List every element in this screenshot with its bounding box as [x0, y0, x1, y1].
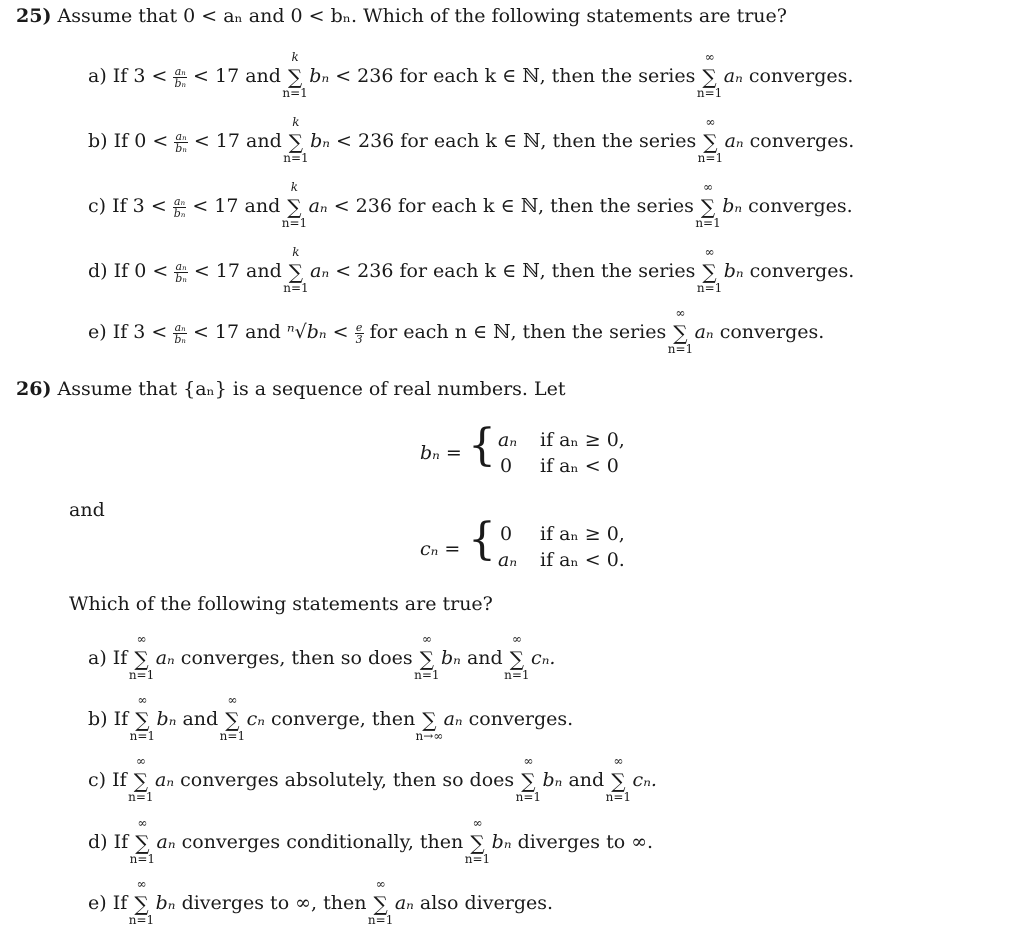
and-text: and — [69, 499, 105, 521]
sum-symbol: ∞ ∑ n=1 — [697, 115, 724, 165]
case-condition: if aₙ < 0 — [540, 455, 619, 477]
option-text: converges. — [748, 65, 854, 87]
q26-number: 26) — [16, 378, 52, 400]
option-text: If 3 < — [112, 65, 168, 87]
case-value: aₙ — [498, 429, 518, 451]
q26-option-b — [88, 693, 574, 743]
option-text: and — [466, 647, 503, 669]
option-text: If 3 < — [112, 195, 167, 217]
series-term: cₙ. — [632, 769, 657, 791]
option-text: < 236 for each k ∈ ℕ, then the series — [335, 65, 696, 87]
case-condition: if aₙ ≥ 0, — [540, 523, 625, 545]
option-text: also diverges. — [419, 892, 554, 914]
q25-option-e — [88, 306, 825, 356]
sum-symbol: ∞ ∑ n=1 — [128, 754, 154, 804]
series-term: bₙ — [542, 769, 563, 791]
sum-symbol: ∞ ∑ n=1 — [515, 754, 542, 804]
q26-option-a — [88, 632, 556, 682]
q25-stem: Assume that 0 < aₙ and 0 < bₙ. Which of the following statements are true? — [57, 5, 787, 27]
sum-symbol: ∞ ∑ n=1 — [128, 632, 155, 682]
option-text: < 236 for each k ∈ ℕ, then the series — [336, 130, 697, 152]
option-text: If — [112, 647, 128, 669]
option-text: diverges to ∞, then — [181, 892, 367, 914]
series-term: bₙ — [491, 831, 512, 853]
case-condition: if aₙ ≥ 0, — [540, 429, 625, 451]
sum-symbol: k ∑ n=1 — [282, 50, 308, 100]
option-text: converges. — [748, 195, 853, 217]
sum-symbol: ∞ ∑ n=1 — [696, 245, 723, 295]
series-term: bₙ — [723, 260, 744, 282]
option-text: If 0 < — [113, 260, 169, 282]
option-text: converges. — [468, 708, 574, 730]
sum-symbol: ∞ ∑ n=1 — [504, 632, 530, 682]
q25-stem-line — [16, 7, 787, 26]
sum-symbol: ∞ ∑ n=1 — [605, 754, 632, 804]
sum-symbol: ∞ ∑ n=1 — [129, 816, 156, 866]
sum-symbol: k ∑ n=1 — [281, 180, 308, 230]
option-text: converges absolutely, then so does — [180, 769, 515, 791]
b-definition — [420, 420, 680, 480]
option-text: < 236 for each k ∈ ℕ, then the series — [333, 195, 694, 217]
option-text: If 0 < — [113, 130, 169, 152]
option-text: converges conditionally, then — [181, 831, 464, 853]
series-term: aₙ — [155, 769, 175, 791]
left-brace-icon: { — [468, 514, 496, 565]
option-text: converge, then — [270, 708, 416, 730]
c-lhs: cₙ = — [420, 538, 461, 560]
sum-symbol: ∞ ∑ n=1 — [695, 180, 721, 230]
option-text: and — [568, 769, 605, 791]
root-expression: ⁿ√bₙ — [286, 321, 327, 343]
option-label: d) — [88, 831, 108, 853]
sum-symbol: ∑ n→∞ — [415, 708, 444, 743]
sum-symbol: ∞ ∑ n=1 — [128, 877, 155, 927]
option-text: converges, then so does — [180, 647, 413, 669]
series-term: aₙ — [723, 65, 743, 87]
series-term: cₙ — [246, 708, 265, 730]
option-label: e) — [88, 321, 107, 343]
option-text: < 17 and — [193, 260, 282, 282]
series-term: aₙ — [394, 892, 414, 914]
ratio-fraction: $\frac{\text{aₙ}}{\text{bₙ}}$ — [174, 321, 186, 346]
q25-option-b — [88, 115, 855, 165]
ratio-fraction: $\frac{\text{aₙ}}{\text{bₙ}}$ — [174, 65, 186, 90]
series-term: bₙ — [722, 195, 743, 217]
option-text: < — [332, 321, 349, 343]
series-term: aₙ — [156, 831, 176, 853]
series-term: aₙ — [694, 321, 714, 343]
case-value: 0 — [500, 455, 513, 477]
series-term: bₙ — [155, 892, 176, 914]
sum-symbol: k ∑ n=1 — [283, 115, 309, 165]
q26-which: Which of the following statements are true? — [69, 593, 493, 615]
q25-option-c — [88, 180, 853, 230]
option-label: c) — [88, 769, 107, 791]
option-text: converges. — [749, 130, 855, 152]
series-term: bₙ — [441, 647, 461, 669]
sum-symbol: ∞ ∑ n=1 — [129, 693, 156, 743]
b-lhs: bₙ = — [420, 442, 462, 464]
option-text: < 17 and — [192, 195, 281, 217]
option-label: b) — [88, 130, 108, 152]
series-term: aₙ — [724, 130, 744, 152]
option-text: If — [113, 831, 129, 853]
series-term: cₙ. — [531, 647, 556, 669]
case-condition: if aₙ < 0. — [540, 549, 625, 571]
q25-option-d — [88, 245, 855, 295]
c-definition — [420, 514, 680, 574]
option-text: If — [113, 708, 129, 730]
option-text: diverges to ∞. — [517, 831, 654, 853]
q26-option-e — [88, 877, 554, 927]
left-brace-icon: { — [468, 420, 496, 471]
condition-term: bₙ — [310, 130, 330, 152]
q26-stem-line — [16, 380, 566, 399]
sum-symbol: ∞ ∑ n=1 — [219, 693, 246, 743]
option-text: and — [182, 708, 219, 730]
option-text: converges. — [719, 321, 825, 343]
e-over-3-fraction: $\frac{e}{3}$ — [355, 321, 363, 346]
sum-symbol: ∞ ∑ n=1 — [367, 877, 394, 927]
option-text: If — [112, 769, 127, 791]
option-label: e) — [88, 892, 107, 914]
option-text: < 236 for each k ∈ ℕ, then the series — [335, 260, 696, 282]
case-value: aₙ — [498, 549, 518, 571]
series-term: aₙ — [155, 647, 175, 669]
option-label: a) — [88, 647, 107, 669]
sum-symbol: ∞ ∑ n=1 — [696, 50, 723, 100]
q26-stem: Assume that {aₙ} is a sequence of real numbers. Let — [57, 378, 566, 400]
series-term: aₙ — [443, 708, 463, 730]
sum-symbol: ∞ ∑ n=1 — [464, 816, 491, 866]
sum-symbol: ∞ ∑ n=1 — [667, 306, 694, 356]
condition-term: aₙ — [310, 260, 330, 282]
q26-option-d — [88, 816, 654, 866]
series-term: bₙ — [156, 708, 177, 730]
case-value: 0 — [500, 523, 513, 545]
q25-number: 25) — [16, 5, 52, 27]
sum-symbol: k ∑ n=1 — [283, 245, 309, 295]
option-text: If 3 < — [112, 321, 168, 343]
ratio-fraction: $\frac{\text{aₙ}}{\text{bₙ}}$ — [175, 260, 187, 285]
q26-option-c — [88, 754, 657, 804]
option-label: d) — [88, 260, 108, 282]
ratio-fraction: $\frac{\text{aₙ}}{\text{bₙ}}$ — [173, 195, 186, 220]
option-label: a) — [88, 65, 107, 87]
ratio-fraction: $\frac{\text{aₙ}}{\text{bₙ}}$ — [175, 130, 187, 155]
option-text: If — [112, 892, 128, 914]
option-text: < 17 and — [193, 65, 281, 87]
option-text: < 17 and — [192, 321, 281, 343]
option-text: for each n ∈ ℕ, then the series — [369, 321, 667, 343]
condition-term: aₙ — [308, 195, 328, 217]
option-label: b) — [88, 708, 108, 730]
option-text: converges. — [749, 260, 855, 282]
sum-symbol: ∞ ∑ n=1 — [414, 632, 440, 682]
option-text: < 17 and — [193, 130, 282, 152]
q25-option-a — [88, 50, 854, 100]
option-label: c) — [88, 195, 107, 217]
condition-term: bₙ — [309, 65, 330, 87]
